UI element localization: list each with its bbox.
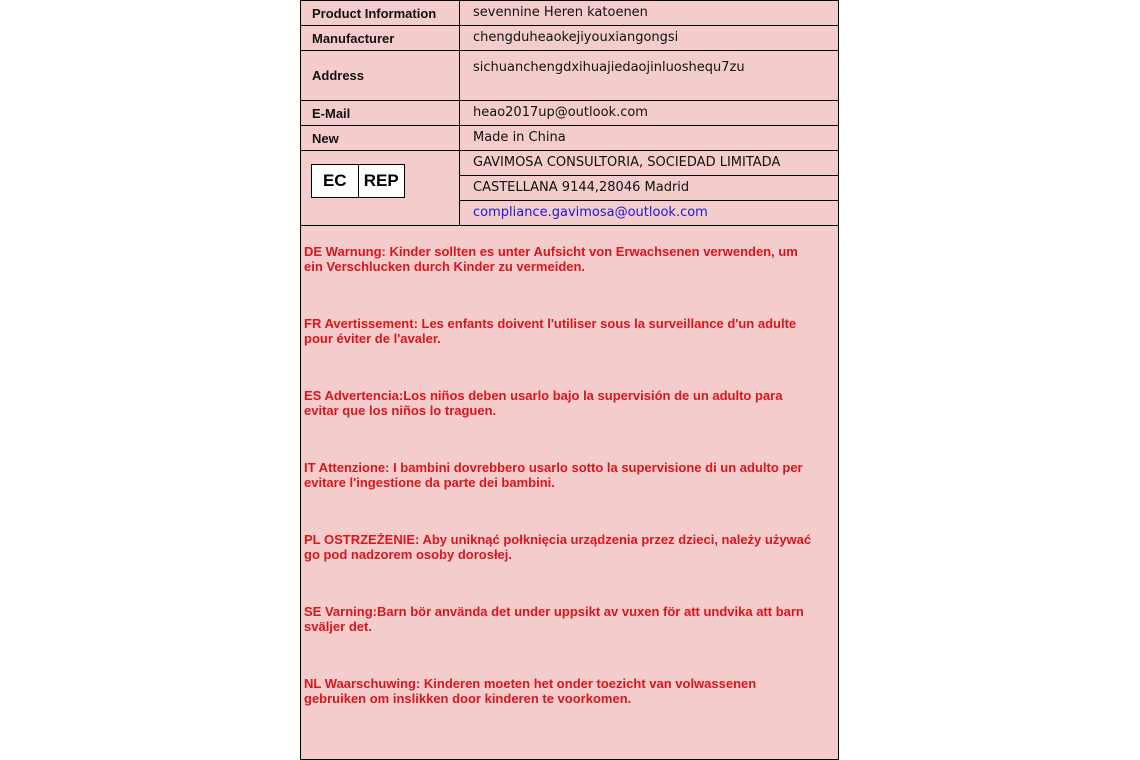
address-label: Address bbox=[301, 51, 460, 101]
warning-fr: FR Avertissement: Les enfants doivent l'utiliser sous la surveillance d'un adulte pour éviter de l'avaler. bbox=[304, 316, 797, 346]
warning-pl: PL OSTRZEŻENIE: Aby uniknąć połknięcia urządzenia przez dzieci, należy używać go pod nadzorem osoby dorosłej. bbox=[304, 532, 812, 562]
manufacturer-value: chengduheaokejiyouxiangongsi bbox=[460, 26, 839, 51]
ec-rep-address: CASTELLANA 9144,28046 Madrid bbox=[460, 176, 839, 201]
warning-es: ES Advertencia:Los niños deben usarlo bajo la supervisión de un adulto para evitar que los niños lo traguen. bbox=[304, 388, 783, 418]
warning-se: SE Varning:Barn bör använda det under uppsikt av vuxen för att undvika att barn sväljer det. bbox=[304, 604, 804, 634]
ec-rep-symbol-rep: REP bbox=[363, 171, 399, 190]
email-label: E-Mail bbox=[301, 101, 460, 126]
email-value: heao2017up@outlook.com bbox=[460, 101, 839, 126]
table-row bbox=[301, 1, 839, 26]
ec-rep-cell bbox=[301, 151, 460, 226]
product-label-sheet bbox=[300, 0, 839, 760]
table-row bbox=[301, 101, 839, 126]
table-row bbox=[301, 26, 839, 51]
warning-nl: NL Waarschuwing: Kinderen moeten het onder toezicht van volwassenen gebruiken om inslikken door kinderen te voorkomen. bbox=[304, 676, 757, 706]
warning-de: DE Warnung: Kinder sollten es unter Aufsicht von Erwachsenen verwenden, um ein Verschlucken durch Kinder zu vermeiden. bbox=[304, 244, 798, 274]
ec-rep-company: GAVIMOSA CONSULTORIA, SOCIEDAD LIMITADA bbox=[460, 151, 839, 176]
product-information-label: Product Information bbox=[301, 1, 460, 26]
new-label: New bbox=[301, 126, 460, 151]
ec-rep-symbol bbox=[311, 164, 405, 198]
new-value: Made in China bbox=[460, 126, 839, 151]
table-row bbox=[301, 126, 839, 151]
warnings-section bbox=[301, 226, 838, 706]
warning-it: IT Attenzione: I bambini dovrebbero usarlo sotto la supervisione di un adulto per evitare l'ingestione da parte dei bambini. bbox=[304, 460, 803, 490]
address-value: sichuanchengdxihuajiedaojinluoshequ7zu bbox=[460, 51, 839, 101]
ec-rep-symbol-ec: EC bbox=[312, 165, 359, 197]
table-row bbox=[301, 151, 839, 176]
product-info-table bbox=[300, 0, 839, 226]
table-row bbox=[301, 51, 839, 101]
ec-rep-email-link[interactable]: compliance.gavimosa@outlook.com bbox=[473, 205, 708, 220]
product-information-value: sevennine Heren katoenen bbox=[460, 1, 839, 26]
ec-rep-email-cell bbox=[460, 201, 839, 226]
manufacturer-label: Manufacturer bbox=[301, 26, 460, 51]
